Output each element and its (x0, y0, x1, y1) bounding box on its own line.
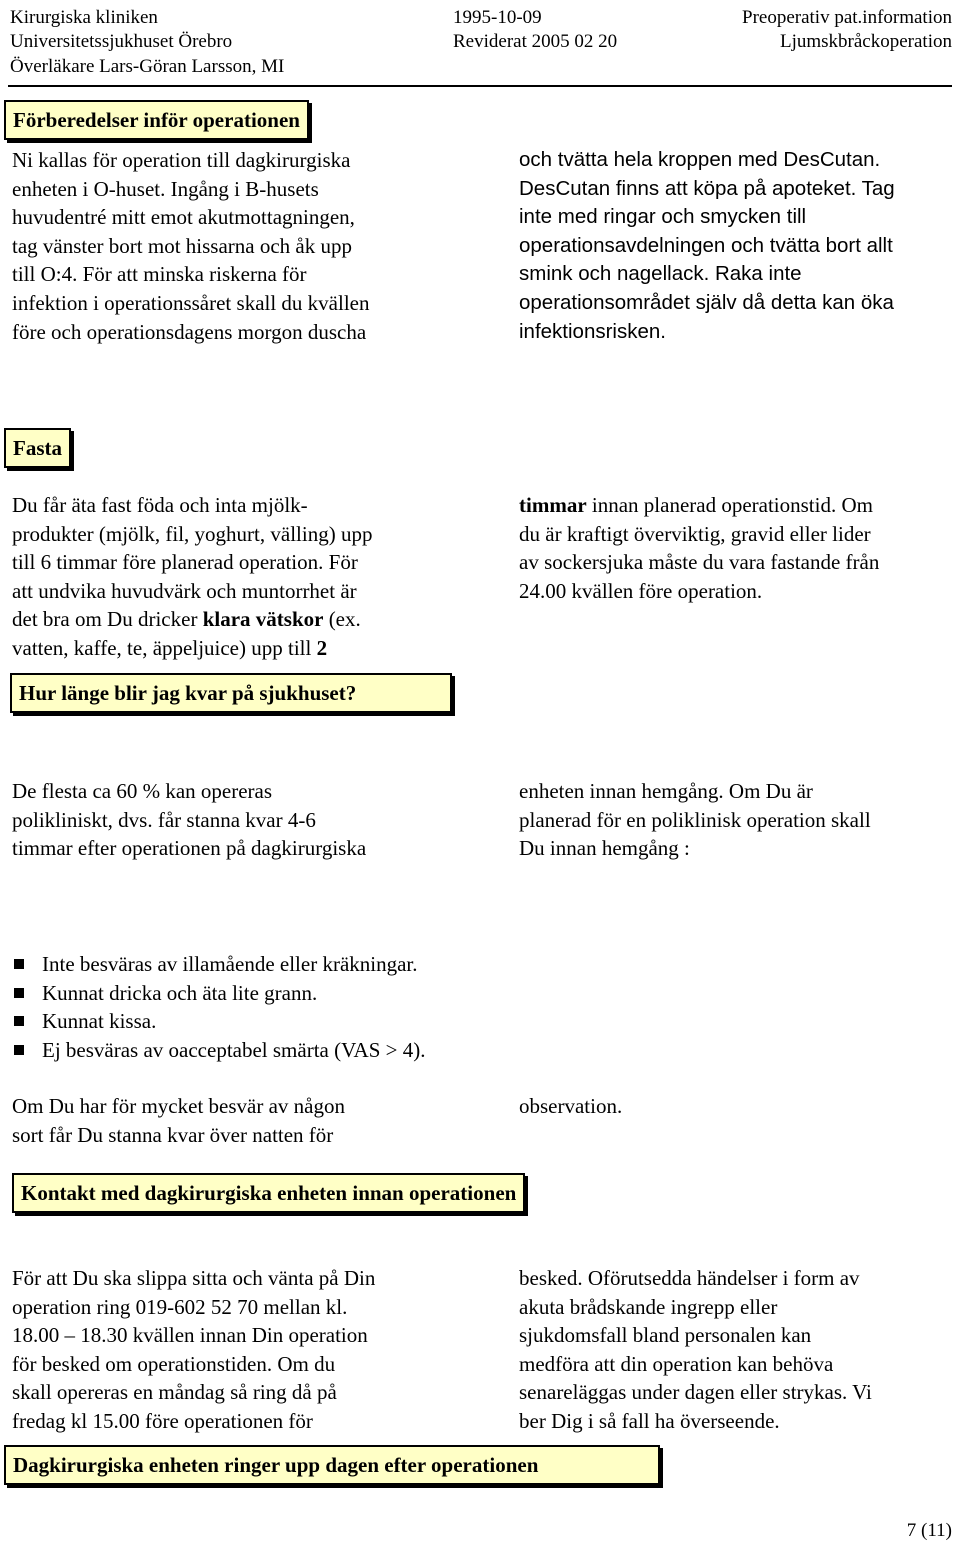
text-line: produkter (mjölk, fil, yoghurt, välling) upp (12, 521, 373, 546)
stay-left-column (12, 777, 452, 863)
text-line: operationsområdet själv då detta kan öka (519, 290, 894, 314)
list-item (12, 1007, 612, 1036)
header-rule (8, 85, 952, 87)
overnight-right-column (519, 1092, 959, 1121)
text-run: (ex. (323, 607, 361, 632)
list-item-text: Inte besväras av illamående eller kräkningar. (42, 952, 418, 976)
text-line: DesCutan finns att köpa på apoteket. Tag (519, 176, 895, 200)
text-line: Du innan hemgång : (519, 836, 690, 861)
text-line: till O:4. För att minska riskerna för (12, 262, 307, 287)
header-physician: Överläkare Lars-Göran Larsson, MI (10, 56, 285, 77)
text-line: inte med ringar och smycken till (519, 205, 807, 229)
overnight-left-column (12, 1092, 452, 1149)
text-line: fredag kl 15.00 före operationen för (12, 1408, 313, 1433)
text-line: De flesta ca 60 % kan opereras (12, 779, 273, 803)
text-run: innan planerad operationstid. Om (586, 493, 873, 517)
header-revised: Reviderat 2005 02 20 (453, 31, 618, 52)
text-line: att undvika huvudvärk och muntorrhet är (12, 578, 357, 603)
section-heading-follow-up-call: Dagkirurgiska enheten ringer upp dagen efter operationen (4, 1445, 660, 1485)
emphasis-clear-fluids: klara vätskor (202, 607, 324, 632)
text-line: ber Dig i så fall ha överseende. (519, 1408, 780, 1433)
contact-right-column (519, 1264, 959, 1436)
list-item-text: Kunnat kissa. (42, 1009, 157, 1034)
discharge-criteria-list (12, 950, 612, 1064)
text-line: före och operationsdagens morgon duscha (12, 319, 367, 344)
list-item-text: Kunnat dricka och äta lite grann. (42, 980, 318, 1005)
text-line: enheten innan hemgång. Om Du är (519, 779, 813, 803)
text-line: planerad för en poliklinisk operation skall (519, 807, 871, 832)
text-line (12, 634, 452, 663)
text-line: senareläggas under dagen eller strykas. Vi (519, 1380, 872, 1405)
text-line: 24.00 kvällen före operation. (519, 578, 763, 603)
section-heading-preparations: Förberedelser inför operationen (4, 100, 309, 140)
text-line: operationsavdelningen och tvätta bort allt (519, 233, 893, 257)
stay-right-column (519, 777, 959, 863)
section-heading-contact: Kontakt med dagkirurgiska enheten innan operationen (12, 1173, 525, 1213)
section-heading-hospital-stay: Hur länge blir jag kvar på sjukhuset? (10, 673, 452, 713)
section-heading-fasting: Fasta (4, 428, 71, 468)
text-line: sjukdomsfall bland personalen kan (519, 1323, 812, 1348)
text-line: till 6 timmar före planerad operation. För (12, 550, 358, 575)
text-line: observation. (519, 1094, 623, 1118)
fasting-left-column (12, 491, 452, 663)
text-line: sort får Du stanna kvar över natten för (12, 1122, 334, 1147)
text-line: smink och nagellack. Raka inte (519, 262, 802, 286)
text-run: vatten, kaffe, te, äppeljuice) upp till (12, 635, 317, 660)
header-clinic: Kirurgiska kliniken (10, 7, 158, 28)
text-line: infektion i operationssåret skall du kvällen (12, 290, 370, 315)
header-date: 1995-10-09 (453, 7, 542, 28)
preparations-left-column (12, 146, 452, 346)
text-line: 18.00 – 18.30 kvällen innan Din operation (12, 1323, 368, 1348)
text-line: besked. Oförutsedda händelser i form av (519, 1266, 860, 1290)
text-line (12, 605, 452, 634)
square-bullet-icon (14, 988, 24, 998)
text-line: tag vänster bort mot hissarna och åk upp (12, 233, 352, 258)
text-line: medföra att din operation kan behöva (519, 1351, 834, 1376)
text-line: skall opereras en måndag så ring då på (12, 1380, 337, 1405)
text-run: det bra om Du dricker (12, 607, 203, 632)
list-item (12, 1036, 612, 1065)
header-hospital: Universitetssjukhuset Örebro (10, 31, 233, 52)
contact-left-column (12, 1264, 452, 1436)
text-line: operation ring 019-602 52 70 mellan kl. (12, 1294, 348, 1319)
text-line: av sockersjuka måste du vara fastande från (519, 550, 880, 575)
text-line: infektionsrisken. (519, 319, 666, 343)
text-line: Du får äta fast föda och inta mjölk- (12, 493, 308, 517)
list-item-text: Ej besväras av oacceptabel smärta (VAS > 4). (42, 1037, 426, 1062)
text-line: för besked om operationstiden. Om du (12, 1351, 336, 1376)
header-doc-type: Preoperativ pat.information (742, 7, 952, 28)
text-line: Ni kallas för operation till dagkirurgiska (12, 148, 351, 172)
text-line: och tvätta hela kroppen med DesCutan. (519, 148, 881, 171)
list-item (12, 950, 612, 979)
emphasis-hours: 2 (316, 635, 328, 660)
text-line: polikliniskt, dvs. får stanna kvar 4-6 (12, 807, 316, 832)
square-bullet-icon (14, 1016, 24, 1026)
square-bullet-icon (14, 959, 24, 969)
text-line: du är kraftigt överviktig, gravid eller lider (519, 521, 871, 546)
text-line: huvudentré mitt emot akutmottagningen, (12, 205, 355, 230)
emphasis-hours-word: timmar (519, 493, 587, 517)
text-line: För att Du ska slippa sitta och vänta på Din (12, 1266, 376, 1290)
text-line (519, 491, 959, 520)
list-item (12, 979, 612, 1008)
text-line: timmar efter operationen på dagkirurgiska (12, 836, 367, 861)
fasting-right-column (519, 491, 959, 605)
header-operation: Ljumskbråckoperation (779, 31, 952, 52)
text-line: akuta brådskande ingrepp eller (519, 1294, 778, 1319)
text-line: Om Du har för mycket besvär av någon (12, 1094, 345, 1118)
preparations-right-column (519, 146, 959, 346)
text-line: enheten i O-huset. Ingång i B-husets (12, 176, 319, 201)
page-number: 7 (11) (906, 1520, 952, 1541)
square-bullet-icon (14, 1045, 24, 1055)
